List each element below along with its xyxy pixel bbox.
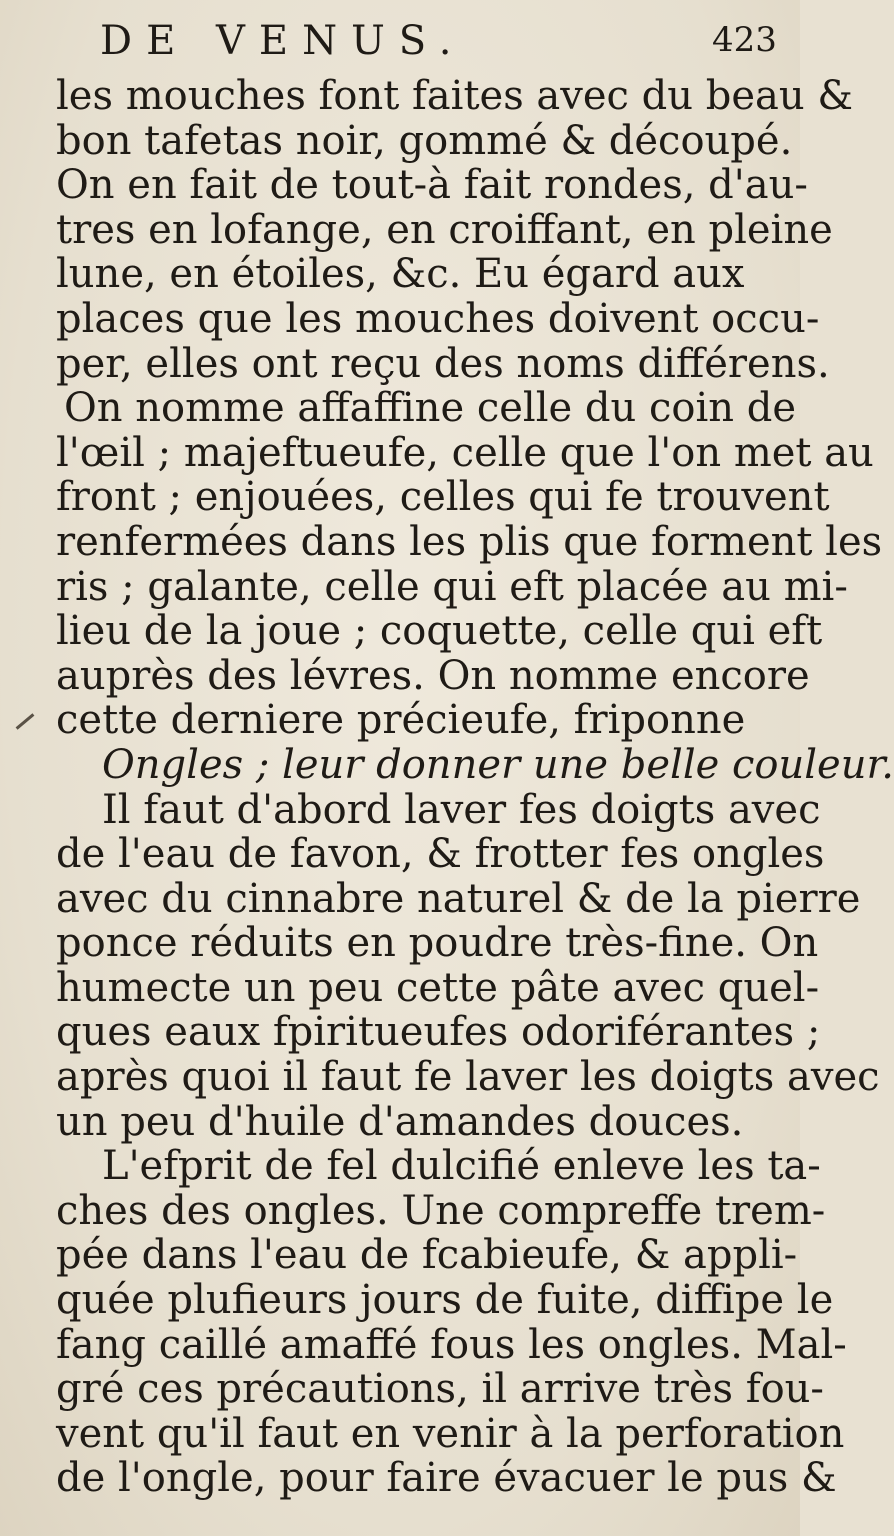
- body-text: [56, 73, 894, 1502]
- text-line: avec du cinnabre naturel & de la pierre: [56, 875, 861, 922]
- text-line: cette derniere précieufe, friponne: [56, 697, 746, 744]
- text-line: On nomme affaffine celle du coin de: [64, 385, 796, 432]
- text-line: places que les mouches doivent occu-: [56, 295, 820, 342]
- running-title: DE VENUS.: [100, 18, 466, 64]
- text-line: ponce réduits en poudre très-fine. On: [56, 920, 819, 967]
- text-line: front ; enjouées, celles qui fe trouvent: [56, 474, 830, 521]
- text-line: vent qu'il faut en venir à la perforation: [56, 1410, 845, 1457]
- text-line: fang caillé amaffé fous les ongles. Mal-: [56, 1321, 847, 1368]
- page-header: [0, 18, 800, 68]
- margin-mark: [16, 713, 35, 729]
- page-number: 423: [712, 20, 777, 60]
- text-line: humecte un peu cette pâte avec quel-: [56, 964, 820, 1011]
- text-line: quée plufieurs jours de fuite, diffipe le: [56, 1277, 834, 1324]
- text-line: ris ; galante, celle qui eft placée au mi-: [56, 563, 848, 610]
- text-line: un peu d'huile d'amandes douces.: [56, 1098, 744, 1145]
- text-line: L'efprit de fel dulcifié enleve les ta-: [102, 1143, 821, 1190]
- text-line: bon tafetas noir, gommé & découpé.: [56, 117, 793, 164]
- text-line: tres en lofange, en croiffant, en pleine: [56, 206, 833, 253]
- text-line: ches des ongles. Une compreffe trem-: [56, 1187, 826, 1234]
- text-line: lieu de la joue ; coquette, celle qui eft: [56, 608, 823, 655]
- section-heading: Ongles ; leur donner une belle couleur.: [102, 741, 894, 788]
- text-line: de l'eau de favon, & frotter fes ongles: [56, 831, 825, 878]
- text-line: les mouches font faites avec du beau &: [56, 73, 853, 119]
- text-line: auprès des lévres. On nomme encore: [56, 652, 810, 699]
- text-line: per, elles ont reçu des noms différens.: [56, 340, 830, 387]
- text-line: de l'ongle, pour faire évacuer le pus &: [56, 1455, 837, 1502]
- text-line: lune, en étoiles, &c. Eu égard aux: [56, 251, 745, 298]
- text-line: l'œil ; majeftueufe, celle que l'on met au: [56, 429, 874, 476]
- text-line: pée dans l'eau de fcabieufe, & appli-: [56, 1232, 798, 1279]
- text-line: ques eaux fpiritueufes odoriférantes ;: [56, 1009, 821, 1056]
- text-line: après quoi il faut fe laver les doigts avec: [56, 1054, 880, 1101]
- text-line: On en fait de tout-à fait rondes, d'au-: [56, 162, 808, 209]
- text-line: renfermées dans les plis que forment les: [56, 518, 883, 565]
- text-line: gré ces précautions, il arrive très fou-: [56, 1366, 824, 1413]
- text-line: Il faut d'abord laver fes doigts avec: [102, 786, 821, 833]
